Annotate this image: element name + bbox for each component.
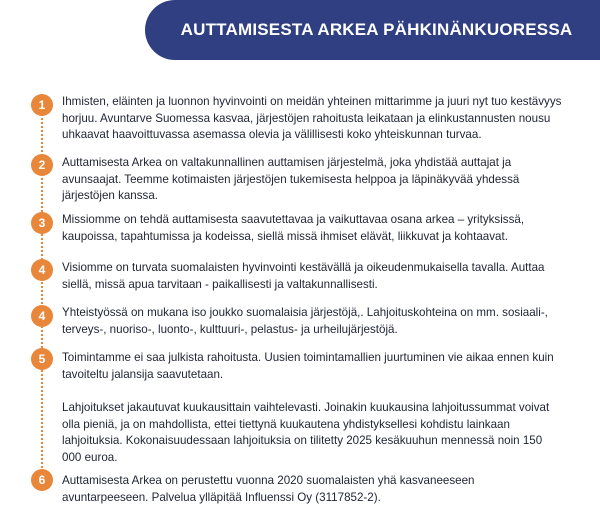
step-badge-3: 3 [31, 212, 53, 234]
step-badge-4b: 4 [31, 305, 53, 327]
step-text-6: Auttamisesta Arkea on perustettu vuonna 2020 suomalaisten yhä kasvaneeseen avuntarpeeseen. Palvelua ylläpitää Influenssi Oy (3117852-2). [62, 474, 475, 504]
step-text-4: Visiomme on turvata suomalaisten hyvinvointi kestävällä ja oikeudenmukaisella tavalla. Auttaa siellä, missä apua tarvitaan - paikallisesti ja valtakunnallisesti. [62, 261, 545, 291]
page-title: AUTTAMISESTA ARKEA PÄHKINÄNKUORESSA [180, 20, 573, 39]
step-badge-6: 6 [31, 469, 53, 491]
step-badge-2: 2 [31, 154, 53, 176]
step-text-4b: Yhteistyössä on mukana iso joukko suomalaisia järjestöjä,. Lahjoituskohteina on mm. sosiaali-, terveys-, nuoriso-, luonto-, kulttuuri-, pelastus- ja urheilujärjestöjä. [62, 306, 548, 336]
step-badge-5: 5 [31, 348, 53, 370]
step-text-2: Auttamisesta Arkea on valtakunnallinen auttamisen järjestelmä, joka yhdistää auttajat ja avunsaajat. Teemme kotimaisten järjestöjen tukemisesta helppoa ja läpinäkyvää yhdessä järjestöjen kanssa. [62, 156, 520, 202]
step-badge-4: 4 [31, 259, 53, 281]
step-badge-1: 1 [31, 94, 53, 116]
title-banner [145, 0, 600, 60]
step-text-5: Toimintamme ei saa julkista rahoitusta. Uusien toimintamallien juurtuminen vie aikaa ennen kuin tavoiteltu jalansija saavutetaan. [62, 351, 554, 381]
step-text-1: Ihmisten, eläinten ja luonnon hyvinvointi on meidän yhteinen mittarimme ja juuri nyt tuo kestävyys horjuu. Avuntarve Suomessa kasvaa, järjestöjen rahoitusta leikataan ja elinkustannusten nousu uhkaavat haavoittuvassa asemassa olevia ja välillisesti koko yhteiskunnan turvaa. [62, 95, 562, 141]
step-text-3: Missiomme on tehdä auttamisesta saavutettavaa ja vaikuttavaa osana arkea – yrityksissä, kaupoissa, tapahtumissa ja kodeissa, siellä missä ihmiset elävät, liikkuvat ja kohtaavat. [62, 213, 525, 243]
donations-paragraph: Lahjoitukset jakautuvat kuukausittain vaihtelevasti. Joinakin kuukausina lahjoitussummat voivat olla pieniä, ja on mahdollista, ettei tiettynä kuukautena yhdistyksellesi kohdistu lainkaan lahjoituksia. Kokonaisuudessaan lahjoituksia on tilitetty 2025 kesäkuuhun mennessä noin 150 000 euroa. [62, 401, 550, 464]
